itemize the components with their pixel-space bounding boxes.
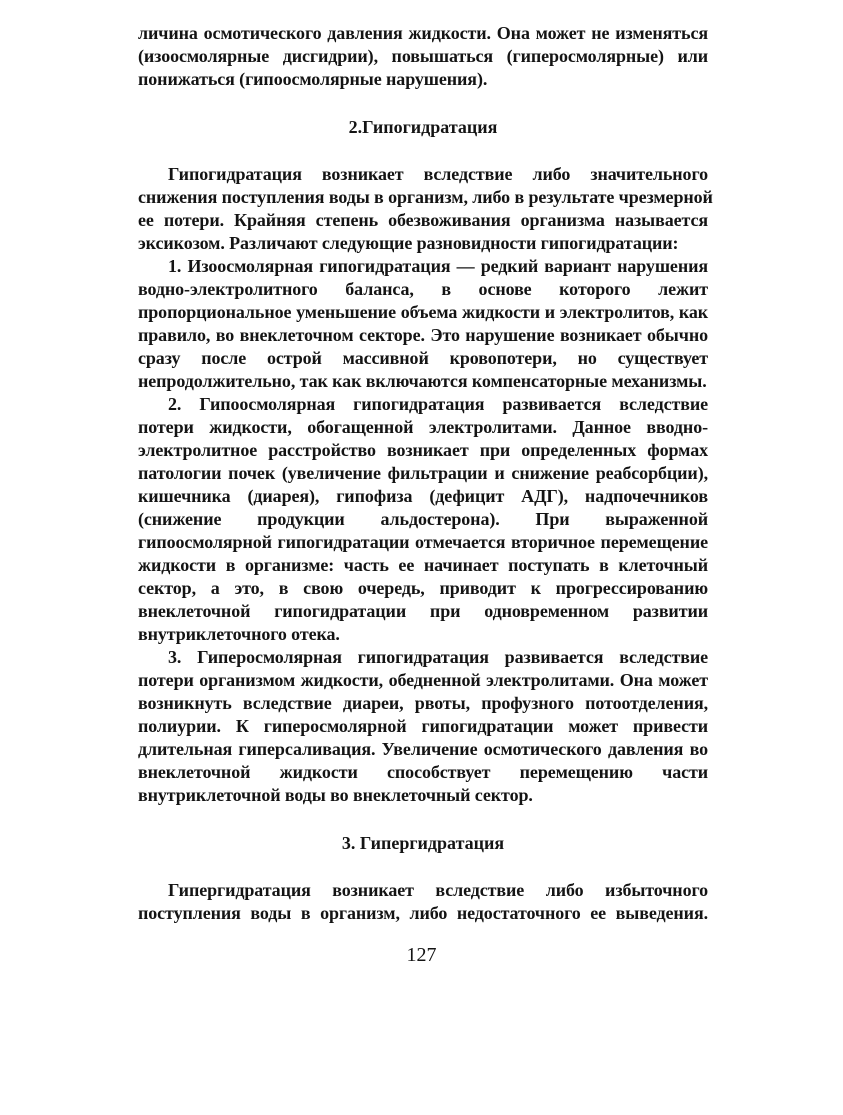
text-line: водно-электролитного баланса, в основе которого лежит [138, 279, 708, 299]
text-line: сразу после острой массивной кровопотери, но существует [138, 348, 708, 368]
text-line: потери жидкости, обогащенной электролитами. Данное вводно- [138, 417, 708, 437]
text-line: правило, во внеклеточном секторе. Это нарушение возникает обычно [138, 325, 708, 345]
text-line: пропорциональное уменьшение объема жидкости и электролитов, как [138, 302, 708, 322]
text-line: личина осмотического давления жидкости. Она может не изменяться [138, 23, 708, 43]
list-item-isoosmolar [138, 255, 708, 393]
text-line: внутриклеточной воды во внеклеточный сектор. [138, 785, 533, 805]
text-line: электролитное расстройство возникает при определенных формах [138, 440, 708, 460]
section2-intro-paragraph [138, 163, 713, 255]
text-line: Гипогидратация возникает вследствие либо значительного [168, 164, 708, 184]
text-line: снижения поступления воды в организм, либо в результате чрезмерной [138, 187, 713, 207]
text-line: длительная гиперсаливация. Увеличение осмотического давления во [138, 739, 708, 759]
text-line: жидкости в организме: часть ее начинает поступать в клеточный [138, 555, 708, 575]
text-line: непродолжительно, так как включаются компенсаторные механизмы. [138, 371, 707, 391]
text-line: эксикозом. Различают следующие разновидности гипогидратации: [138, 233, 679, 253]
text-line: внутриклеточного отека. [138, 624, 340, 644]
section-heading-hypohydration: 2.Гипогидратация [348, 117, 498, 137]
text-line: ее потери. Крайняя степень обезвоживания организма называется [138, 210, 708, 230]
page-text [138, 22, 713, 925]
text-line: поступления воды в организм, либо недостаточного ее выведения. [138, 903, 708, 923]
text-line: полиурии. К гиперосмолярной гипогидратации может привести [138, 716, 708, 736]
section3-intro-paragraph [138, 879, 708, 925]
text-line: кишечника (диарея), гипофиза (дефицит АДГ), надпочечников [138, 486, 708, 506]
text-line: (изоосмолярные дисгидрии), повышаться (гиперосмолярные) или [138, 46, 708, 66]
section-heading-hyperhydration: 3. Гипергидратация [341, 833, 505, 853]
text-line: потери организмом жидкости, обедненной электролитами. Она может [138, 670, 708, 690]
list-item-hypoosmolar [138, 393, 708, 646]
text-line: Гипергидратация возникает вследствие либо избыточного [168, 880, 708, 900]
text-line: 3. Гиперосмолярная гипогидратация развивается вследствие [168, 647, 708, 667]
text-line: 1. Изоосмолярная гипогидратация — редкий вариант нарушения [168, 256, 708, 276]
text-line: гипоосмолярной гипогидратации отмечается вторичное перемещение [138, 532, 708, 552]
text-line: сектор, а это, в свою очередь, приводит к прогрессированию [138, 578, 708, 598]
text-line: внеклеточной жидкости способствует перемещению части [138, 762, 708, 782]
text-line: внеклеточной гипогидратации при одновременном развитии [138, 601, 708, 621]
text-line: 2. Гипоосмолярная гипогидратация развивается вследствие [168, 394, 708, 414]
page-number: 127 [406, 944, 437, 966]
text-line: патологии почек (увеличение фильтрации и снижение реабсорбции), [138, 463, 708, 483]
text-line: (снижение продукции альдостерона). При выраженной [138, 509, 708, 529]
list-item-hyperosmolar [138, 646, 708, 807]
text-line: понижаться (гипоосмолярные нарушения). [138, 69, 488, 89]
text-line: возникнуть вследствие диареи, рвоты, профузного потоотделения, [138, 693, 708, 713]
intro-paragraph [138, 22, 708, 91]
